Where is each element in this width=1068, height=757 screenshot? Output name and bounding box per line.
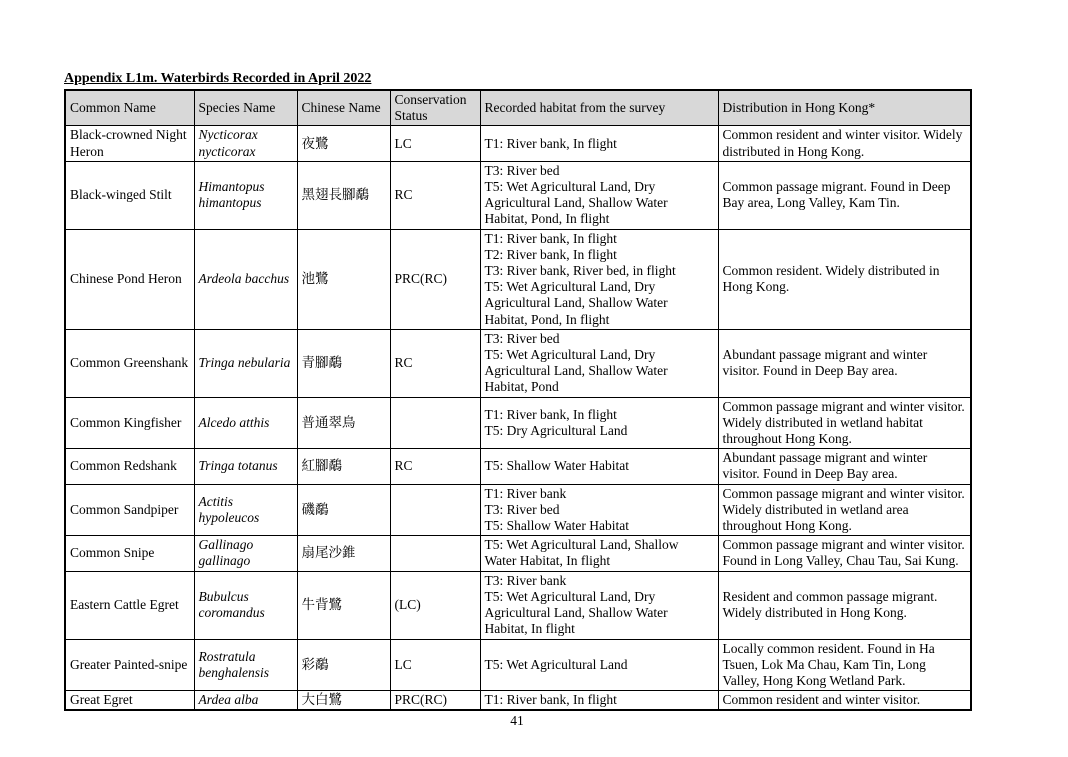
habitat-line: T1: River bank, In flight bbox=[484, 135, 617, 151]
cell-species-name: Gallinago gallinago bbox=[194, 536, 297, 571]
cell-chinese-name: 磯鷸 bbox=[297, 484, 390, 536]
table-row bbox=[65, 397, 971, 449]
table-row bbox=[65, 484, 971, 536]
header-species-name: Species Name bbox=[194, 90, 297, 126]
cell-chinese-name: 牛背鷺 bbox=[297, 571, 390, 639]
cell-habitat bbox=[480, 571, 718, 639]
cell-species-name: Ardeola bacchus bbox=[194, 229, 297, 329]
habitat-line: T5: Wet Agricultural Land, Dry Agricultural Land, Shallow Water Habitat, Pond, In flight bbox=[484, 279, 668, 327]
habitat-line: T5: Wet Agricultural Land bbox=[484, 656, 628, 672]
waterbirds-table bbox=[64, 89, 972, 711]
cell-distribution: Common passage migrant and winter visitor. Widely distributed in wetland habitat throughout Hong Kong. bbox=[718, 397, 971, 449]
cell-conservation-status bbox=[390, 397, 480, 449]
habitat-line: T5: Wet Agricultural Land, Dry Agricultural Land, Shallow Water Habitat, Pond, In flight bbox=[484, 179, 668, 227]
cell-conservation-status: (LC) bbox=[390, 571, 480, 639]
cell-chinese-name: 紅腳鷸 bbox=[297, 449, 390, 484]
cell-species-name: Alcedo atthis bbox=[194, 397, 297, 449]
header-chinese-name: Chinese Name bbox=[297, 90, 390, 126]
habitat-line: T3: River bed bbox=[484, 501, 560, 517]
cell-conservation-status bbox=[390, 484, 480, 536]
cell-common-name: Black-winged Stilt bbox=[65, 161, 194, 229]
cell-conservation-status: LC bbox=[390, 126, 480, 161]
cell-conservation-status: RC bbox=[390, 449, 480, 484]
cell-habitat bbox=[480, 536, 718, 571]
cell-distribution: Common passage migrant and winter visitor. Found in Long Valley, Chau Tau, Sai Kung. bbox=[718, 536, 971, 571]
document-page bbox=[64, 71, 970, 729]
cell-habitat bbox=[480, 126, 718, 161]
table-row bbox=[65, 571, 971, 639]
table-row bbox=[65, 126, 971, 161]
table-row bbox=[65, 229, 971, 329]
habitat-line: T5: Wet Agricultural Land, Dry Agricultural Land, Shallow Water Habitat, Pond bbox=[484, 347, 668, 395]
cell-common-name: Chinese Pond Heron bbox=[65, 229, 194, 329]
habitat-line: T3: River bank, River bed, in flight bbox=[484, 263, 676, 279]
cell-chinese-name: 黑翅長腳鷸 bbox=[297, 161, 390, 229]
habitat-line: T1: River bank, In flight bbox=[484, 692, 617, 708]
table-header-row bbox=[65, 90, 971, 126]
cell-habitat bbox=[480, 484, 718, 536]
cell-distribution: Common passage migrant. Found in Deep Bay area, Long Valley, Kam Tin. bbox=[718, 161, 971, 229]
cell-species-name: Rostratula benghalensis bbox=[194, 639, 297, 691]
cell-common-name: Black-crowned Night Heron bbox=[65, 126, 194, 161]
cell-conservation-status: PRC(RC) bbox=[390, 229, 480, 329]
cell-conservation-status: PRC(RC) bbox=[390, 691, 480, 711]
cell-habitat bbox=[480, 691, 718, 711]
cell-conservation-status: LC bbox=[390, 639, 480, 691]
table-row bbox=[65, 639, 971, 691]
cell-common-name: Common Kingfisher bbox=[65, 397, 194, 449]
cell-chinese-name: 彩鷸 bbox=[297, 639, 390, 691]
cell-common-name: Common Greenshank bbox=[65, 329, 194, 397]
cell-species-name: Actitis hypoleucos bbox=[194, 484, 297, 536]
habitat-line: T3: River bank bbox=[484, 572, 567, 588]
cell-common-name: Great Egret bbox=[65, 691, 194, 711]
cell-common-name: Common Redshank bbox=[65, 449, 194, 484]
cell-distribution: Abundant passage migrant and winter visitor. Found in Deep Bay area. bbox=[718, 329, 971, 397]
cell-distribution: Common resident. Widely distributed in Hong Kong. bbox=[718, 229, 971, 329]
cell-distribution: Abundant passage migrant and winter visitor. Found in Deep Bay area. bbox=[718, 449, 971, 484]
cell-common-name: Common Sandpiper bbox=[65, 484, 194, 536]
cell-chinese-name: 普通翠鳥 bbox=[297, 397, 390, 449]
habitat-line: T5: Shallow Water Habitat bbox=[484, 458, 630, 474]
cell-species-name: Ardea alba bbox=[194, 691, 297, 711]
page-number: 41 bbox=[510, 713, 524, 729]
habitat-line: T2: River bank, In flight bbox=[484, 246, 617, 262]
cell-common-name: Greater Painted-snipe bbox=[65, 639, 194, 691]
habitat-line: T3: River bed bbox=[484, 330, 560, 346]
header-recorded-habitat: Recorded habitat from the survey bbox=[480, 90, 718, 126]
cell-species-name: Tringa nebularia bbox=[194, 329, 297, 397]
table-row bbox=[65, 161, 971, 229]
cell-chinese-name: 夜鷺 bbox=[297, 126, 390, 161]
cell-habitat bbox=[480, 639, 718, 691]
cell-habitat bbox=[480, 161, 718, 229]
header-distribution: Distribution in Hong Kong* bbox=[718, 90, 971, 126]
page-title: Appendix L1m. Waterbirds Recorded in April 2022 bbox=[64, 71, 372, 86]
habitat-line: T3: River bed bbox=[484, 162, 560, 178]
table-row bbox=[65, 329, 971, 397]
habitat-line: T5: Wet Agricultural Land, Dry Agricultural Land, Shallow Water Habitat, In flight bbox=[484, 588, 668, 637]
cell-conservation-status bbox=[390, 536, 480, 571]
cell-chinese-name: 扇尾沙錐 bbox=[297, 536, 390, 571]
habitat-line: T5: Shallow Water Habitat bbox=[484, 518, 630, 534]
cell-conservation-status: RC bbox=[390, 161, 480, 229]
cell-conservation-status: RC bbox=[390, 329, 480, 397]
cell-species-name: Tringa totanus bbox=[194, 449, 297, 484]
habitat-line: T1: River bank, In flight bbox=[484, 230, 617, 246]
cell-species-name: Himantopus himantopus bbox=[194, 161, 297, 229]
cell-habitat bbox=[480, 329, 718, 397]
table-row bbox=[65, 691, 971, 711]
cell-habitat bbox=[480, 229, 718, 329]
header-conservation-status: Conservation Status bbox=[390, 90, 480, 126]
cell-chinese-name: 大白鷺 bbox=[297, 691, 390, 711]
cell-species-name: Bubulcus coromandus bbox=[194, 571, 297, 639]
cell-common-name: Eastern Cattle Egret bbox=[65, 571, 194, 639]
table-row bbox=[65, 536, 971, 571]
header-common-name: Common Name bbox=[65, 90, 194, 126]
cell-habitat bbox=[480, 449, 718, 484]
cell-chinese-name: 青腳鷸 bbox=[297, 329, 390, 397]
cell-distribution: Common resident and winter visitor. Widely distributed in Hong Kong. bbox=[718, 126, 971, 161]
habitat-line: T1: River bank bbox=[484, 485, 567, 501]
cell-common-name: Common Snipe bbox=[65, 536, 194, 571]
cell-distribution: Common resident and winter visitor. bbox=[718, 691, 971, 711]
cell-distribution: Locally common resident. Found in Ha Tsuen, Lok Ma Chau, Kam Tin, Long Valley, Hong Kong Wetland Park. bbox=[718, 639, 971, 691]
cell-habitat bbox=[480, 397, 718, 449]
habitat-line: T1: River bank, In flight bbox=[484, 406, 617, 422]
habitat-line: T5: Dry Agricultural Land bbox=[484, 422, 628, 438]
cell-species-name: Nycticorax nycticorax bbox=[194, 126, 297, 161]
table-row bbox=[65, 449, 971, 484]
cell-distribution: Resident and common passage migrant. Widely distributed in Hong Kong. bbox=[718, 571, 971, 639]
cell-distribution: Common passage migrant and winter visitor. Widely distributed in wetland area throughout Hong Kong. bbox=[718, 484, 971, 536]
habitat-line: T5: Wet Agricultural Land, Shallow Water Habitat, In flight bbox=[484, 537, 679, 569]
cell-chinese-name: 池鷺 bbox=[297, 229, 390, 329]
